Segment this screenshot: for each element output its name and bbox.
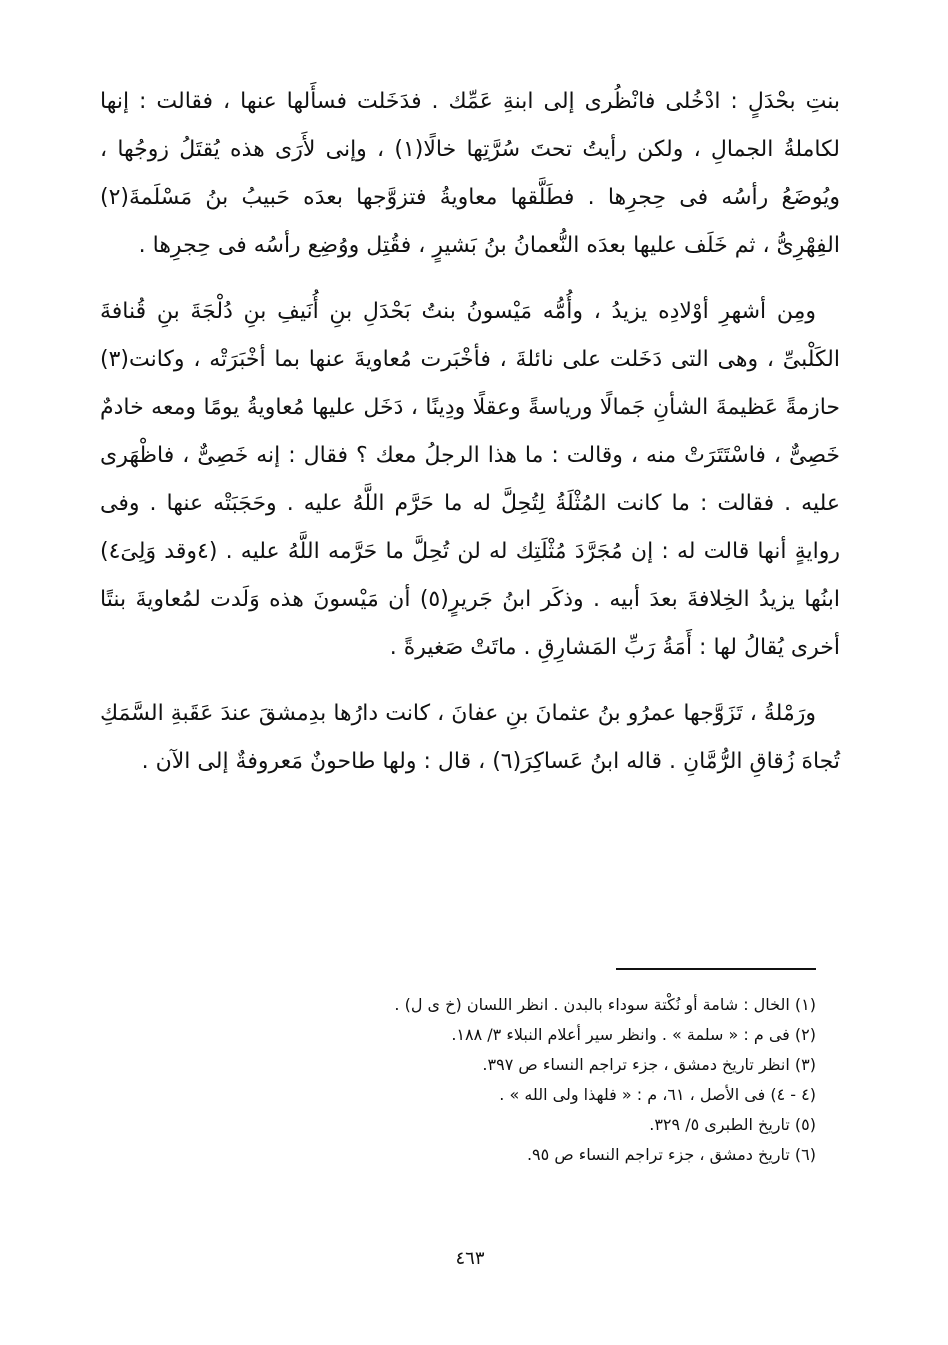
footnote-4: (٤ - ٤) فى الأصل ، ٦١، م : « فلهذا ولى الله » . xyxy=(499,1085,816,1104)
footnote-1: (١) الخال : شامة أو نُكْتة سوداء بالبدن . انظر اللسان (خ ى ل) . xyxy=(394,995,816,1014)
footnote-6: (٦) تاريخ دمشق ، جزء تراجم النساء ص ٩٥. xyxy=(526,1145,816,1164)
footnote-2: (٢) فى م : « سلمة » . وانظر سير أعلام النبلاء ٣/ ١٨٨. xyxy=(451,1025,816,1044)
paragraph-3: ورَمْلةُ ، تَزَوَّجها عمرُو بنُ عثمانَ بنِ عفانَ ، كانت دارُها بدِمشقَ عندَ عَقَبةِ السَّمَكِ تُجاهَ زُقاقِ الرُّمَّانِ . قاله ابنُ عَساكِرَ(٦) ، قال : ولها طاحونٌ مَعروفةٌ إلى الآن . xyxy=(100,701,840,774)
page-number: ٤٦٣ xyxy=(455,1248,485,1269)
footnote-3: (٣) انظر تاريخ دمشق ، جزء تراجم النساء ص ٣٩٧. xyxy=(482,1055,816,1074)
book-page xyxy=(100,78,840,1318)
paragraph-2: ومِن أشهرِ أوْلادِه يزيدُ ، وأُمُّه مَيْسونُ بنتُ بَحْدَلِ بنِ أُنَيفِ بنِ دُلْجَةَ بنِ قُنافةَ الكَلْبىِّ ، وهى التى دَخَلت على نائلةَ ، فأخْبَرت مُعاويةَ عنها بما أخْبَرَتْه ، وكانت(٣) حازمةً عَظيمةَ الشأنِ جَمالًا ورياسةً وعقلًا ودِينًا ، دَخَل عليها مُعاويةُ يومًا ومعه خادمٌ خَصِىٌّ ، فاسْتَتَرَتْ منه ، وقالت : ما هذا الرجلُ معك ؟ فقال : إنه خَصِىٌّ ، فاظْهَرى عليه . فقالت : ما كانت المُثْلَةُ لِتُحِلَّ له ما حَرَّم اللَّهُ عليه . وحَجَبَتْه عنها . وفى روايةٍ أنها قالت له : إن مُجَرَّدَ مُثْلَتِك له لن تُحِلَّ ما حَرَّمه اللَّهُ عليه . (٤وقد وَلِىَ٤) ابنُها يزيدُ الخِلافةَ بعدَ أبيه . وذكَر ابنُ جَريرٍ(٥) أن مَيْسونَ هذه وَلَدت لمُعاويةَ بنتًا أخرى يُقالُ لها : أَمَةُ رَبِّ المَشارِقِ . ماتَتْ صَغيرةً . xyxy=(100,299,840,660)
main-text xyxy=(100,78,840,786)
footnote-divider xyxy=(616,968,816,970)
footnote-5: (٥) تاريخ الطبرى ٥/ ٣٢٩. xyxy=(649,1115,816,1134)
paragraph-1: بنتِ بحْدَلٍ : ادْخُلى فانْظُرى إلى ابنةِ عَمِّك . فدَخَلت فسأَلها عنها ، فقالت : إنها لكاملةُ الجمالِ ، ولكن رأيتُ تحتَ سُرَّتِها خالًا(١) ، وإنى لأَرَى هذه يُقتَلُ زوجُها ، ويُوضَعُ رأسُه فى حِجرِها . فطَلَّقها معاويةُ فتزوَّجها بعدَه حَبيبُ بنُ مَسْلَمةَ(٢) الفِهْرِىُّ ، ثم خَلَف عليها بعدَه النُّعمانُ بنُ بَشيرٍ ، فقُتِل ووُضِع رأسُه فى حِجرِها . xyxy=(100,89,840,258)
footnotes-list xyxy=(116,990,816,1170)
